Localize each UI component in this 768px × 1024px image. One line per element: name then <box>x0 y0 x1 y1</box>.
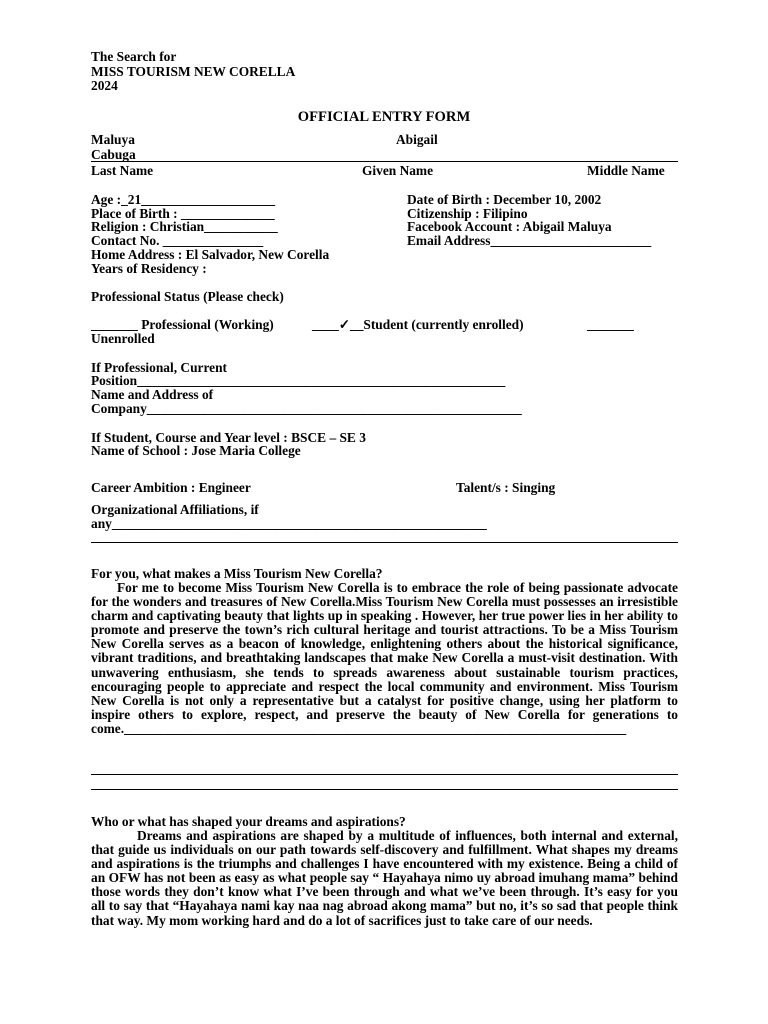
home-address-field[interactable]: Home Address : El Salvador, New Corella <box>91 247 330 262</box>
last-name-value[interactable]: Maluya <box>91 132 135 147</box>
option-unenrolled-blank[interactable]: _______ <box>587 317 634 332</box>
given-name-value[interactable]: Abigail <box>396 132 438 147</box>
place-of-birth-field[interactable]: Place of Birth : ______________ <box>91 206 275 221</box>
answer-2[interactable] <box>91 829 678 928</box>
question-2: Who or what has shaped your dreams and aspirations? <box>91 814 406 829</box>
answer-1-rule-1 <box>91 774 678 775</box>
form-title: OFFICIAL ENTRY FORM <box>297 109 471 125</box>
answer-2-body: Dreams and aspirations are shaped by a multitude of influences, both internal and external, that guide us individuals on our path towards self-discovery and fulfillment. What shapes my dreams and aspirations is the triumphs and challenges I have encountered with my existence. Being a child of an OFW has not been as easy as what people say “ Hayahaya nimo uy abroad imuhang mama” behind those words they don’t know what I’ve been through and what we’ve been through. It’s easy for you all to say that “Hayahaya nami kay naa nag abroad akong mama” but no, it’s so sad that people think that way. My mom working hard and do a lot of sacrifices just to take care of our needs. <box>91 828 678 928</box>
answer-1-end: come.___________________________________________________________________________ <box>91 721 627 736</box>
career-ambition-field[interactable]: Career Ambition : Engineer <box>91 480 251 495</box>
middle-name-label: Middle Name <box>587 163 665 178</box>
answer-1-body: For me to become Miss Tourism New Corella is to embrace the role of being passionate advocate for the wonders and treasures of New Corella.Miss Tourism New Corella must possesses an irresistible charm and captivating beauty that lights up in speaking . However, her true power lies in her ability to promote and preserve the town’s rich cultural heritage and tourist attractions. To be a Miss Tourism New Corella serves as a beacon of knowledge, enlightening others about the historical significance, vibrant traditions, and breathtaking landscapes that make New Corella a must-visit destination. With unwavering enthusiasm, she tends to spreads awareness about sustainable tourism practices, encouraging people to appreciate and respect the local community and environment. Miss Tourism New Corella is not only a representative but a catalyst for positive change, using her platform to inspire others to explore, respect, and preserve the beauty of New Corella for generations to <box>91 580 678 722</box>
given-name-label: Given Name <box>362 163 434 178</box>
affiliations-field[interactable]: any________________________________________________________ <box>91 516 487 531</box>
header-line-2: MISS TOURISM NEW CORELLA <box>91 64 296 79</box>
age-field[interactable]: Age :_21____________________ <box>91 192 276 207</box>
header-line-3: 2024 <box>91 78 118 93</box>
professional-position-label: If Professional, Current <box>91 360 228 375</box>
company-field[interactable]: Company________________________________________________________ <box>91 401 522 416</box>
option-student[interactable]: ____✓__Student (currently enrolled) <box>312 317 524 332</box>
question-1: For you, what makes a Miss Tourism New Corella? <box>91 566 383 581</box>
option-professional[interactable]: _______ Professional (Working) <box>91 317 274 332</box>
course-field[interactable]: If Student, Course and Year level : BSCE – SE 3 <box>91 430 366 445</box>
option-unenrolled: Unenrolled <box>91 331 155 346</box>
last-name-label: Last Name <box>91 163 154 178</box>
date-of-birth-field[interactable]: Date of Birth : December 10, 2002 <box>407 192 602 207</box>
facebook-field[interactable]: Facebook Account : Abigail Maluya <box>407 219 612 234</box>
school-field[interactable]: Name of School : Jose Maria College <box>91 443 301 458</box>
affiliations-rule <box>91 542 678 543</box>
religion-field[interactable]: Religion : Christian___________ <box>91 219 278 234</box>
header-line-1: The Search for <box>91 49 177 64</box>
middle-name-value[interactable]: Cabuga <box>91 147 136 162</box>
position-field[interactable]: Position_______________________________________________________ <box>91 373 506 388</box>
answer-1-rule-2 <box>91 789 678 790</box>
name-underline <box>91 161 678 162</box>
answer-1[interactable] <box>91 581 678 736</box>
citizenship-field[interactable]: Citizenship : Filipino <box>407 206 528 221</box>
professional-status-label: Professional Status (Please check) <box>91 289 284 304</box>
talent-field[interactable]: Talent/s : Singing <box>456 480 556 495</box>
company-label: Name and Address of <box>91 387 214 402</box>
affiliations-label: Organizational Affiliations, if <box>91 502 259 517</box>
email-field[interactable]: Email Address________________________ <box>407 233 652 248</box>
years-residency-field[interactable]: Years of Residency : <box>91 261 207 276</box>
contact-field[interactable]: Contact No. _______________ <box>91 233 264 248</box>
